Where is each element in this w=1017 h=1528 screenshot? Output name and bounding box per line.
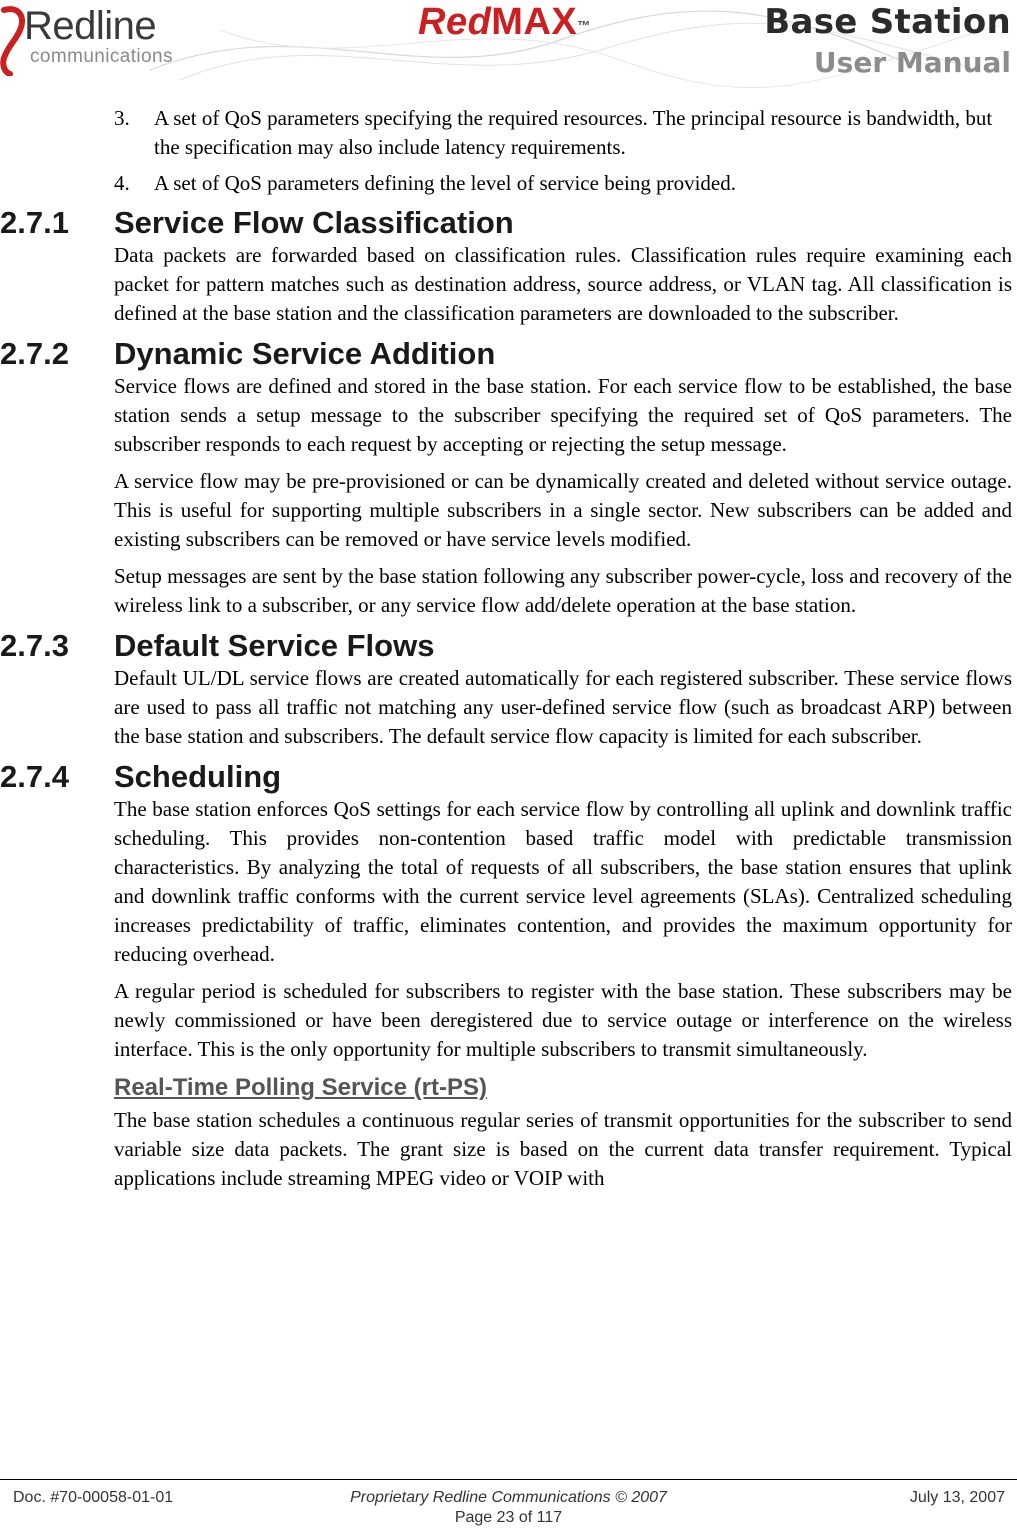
page-number: Page 23 of 117 bbox=[454, 1509, 563, 1526]
section-title: Dynamic Service Addition bbox=[114, 336, 496, 371]
document-number: Doc. #70-00058-01-01 bbox=[13, 1489, 174, 1506]
document-title: Base Station bbox=[764, 2, 1011, 42]
paragraph: Service flows are defined and stored in the base station. For each service flow to be established, the base station sends a setup message to the subscriber specifying the required set of QoS parameters. The subscriber responds to each request by accepting or rejecting the setup message. bbox=[114, 374, 1012, 456]
trademark-symbol: ™ bbox=[577, 18, 591, 33]
document-date: July 13, 2007 bbox=[909, 1489, 1005, 1506]
list-item bbox=[0, 169, 1012, 198]
section-number: 2.7.4 bbox=[0, 759, 69, 794]
numbered-list bbox=[0, 104, 1012, 198]
paragraph: A regular period is scheduled for subscribers to register with the base station. These subscribers may be newly commissioned or have been deregistered due to service outage or interference on the wireless interface. This is the only opportunity for multiple subscribers to transmit simultaneously. bbox=[114, 979, 1012, 1061]
footer-divider bbox=[0, 1479, 1017, 1480]
product-name bbox=[418, 2, 591, 42]
subsection-heading: Real-Time Polling Service (rt-PS) bbox=[114, 1074, 487, 1101]
document-subtitle: User Manual bbox=[813, 46, 1011, 79]
section-title: Service Flow Classification bbox=[114, 205, 514, 240]
section-number: 2.7.3 bbox=[0, 628, 69, 663]
page-header bbox=[0, 0, 1017, 88]
list-item-text: A set of QoS parameters specifying the required resources. The principal resource is bandwidth, but the specification may also include latency requirements. bbox=[154, 106, 993, 159]
section-heading-2-7-1 bbox=[0, 205, 1012, 241]
list-item-number: 3. bbox=[114, 106, 130, 130]
section-number: 2.7.2 bbox=[0, 336, 69, 371]
page-content bbox=[0, 104, 1012, 1201]
section-heading-2-7-2 bbox=[0, 336, 1012, 372]
paragraph: The base station enforces QoS settings for each service flow by controlling all uplink and downlink traffic scheduling. This provides non-contention based traffic model with predictable transmission characteristics. By analyzing the total of requests of all subscribers, the base station ensures that uplink and downlink traffic conforms with the current service level agreements (SLAs). Centralized scheduling increases predictability of traffic, eliminates contention, and provides the maximum opportunity for reducing overhead. bbox=[114, 797, 1012, 966]
logo-name: Redline bbox=[24, 4, 157, 48]
paragraph: Default UL/DL service flows are created automatically for each registered subscriber. These service flows are used to pass all traffic not matching any user-defined service flow (such as broadcast ARP) between the base station and subscribers. The default service flow capacity is limited for each subscriber. bbox=[114, 666, 1012, 748]
list-item-text: A set of QoS parameters defining the level of service being provided. bbox=[154, 171, 736, 195]
section-title: Default Service Flows bbox=[114, 628, 435, 663]
logo-subtitle: communications bbox=[30, 46, 173, 67]
product-name-max: MAX bbox=[491, 1, 578, 43]
section-heading-2-7-3 bbox=[0, 628, 1012, 664]
section-heading-2-7-4 bbox=[0, 759, 1012, 795]
list-item bbox=[0, 104, 1012, 162]
proprietary-notice: Proprietary Redline Communications © 2007 bbox=[350, 1489, 667, 1506]
paragraph: Data packets are forwarded based on classification rules. Classification rules require examining each packet for pattern matches such as destination address, source address, or VLAN tag. All classification is defined at the base station and the classification parameters are downloaded to the subscriber. bbox=[114, 243, 1012, 325]
paragraph: A service flow may be pre-provisioned or can be dynamically created and deleted without service outage. This is useful for supporting multiple subscribers in a single sector. New subscribers can be added and existing subscribers can be removed or have service levels modified. bbox=[114, 469, 1012, 551]
section-title: Scheduling bbox=[114, 759, 282, 794]
paragraph: The base station schedules a continuous regular series of transmit opportunities for the subscriber to send variable size data packets. The grant size is based on the current data transfer requirement. Typical applications include streaming MPEG video or VOIP with bbox=[114, 1108, 1012, 1190]
list-item-number: 4. bbox=[114, 171, 130, 195]
section-number: 2.7.1 bbox=[0, 205, 69, 240]
paragraph: Setup messages are sent by the base station following any subscriber power-cycle, loss and recovery of the wireless link to a subscriber, or any service flow add/delete operation at the base station. bbox=[114, 564, 1012, 617]
product-name-red: Red bbox=[418, 1, 492, 43]
redline-logo bbox=[0, 2, 205, 76]
